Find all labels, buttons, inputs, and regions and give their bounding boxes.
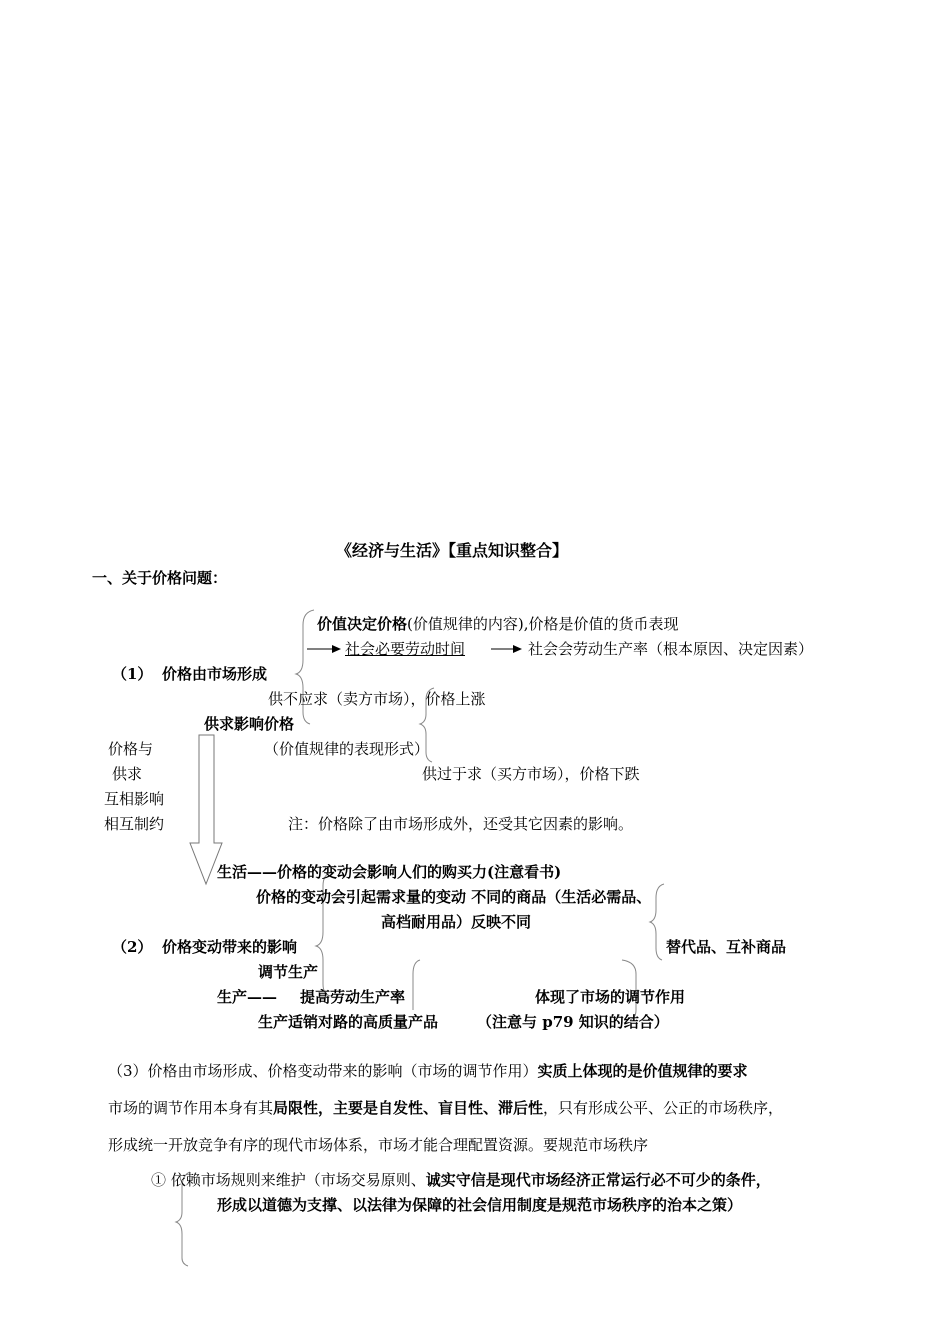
part2-label: （2） xyxy=(112,938,153,956)
quality-products: 生产适销对路的高质量产品 xyxy=(258,1013,439,1031)
productivity: 社会会劳动生产率（根本原因、决定因素） xyxy=(528,640,814,658)
production-label: 生产—— xyxy=(217,988,278,1006)
law-form: （价值规律的表现形式） xyxy=(264,740,430,758)
brace-production xyxy=(413,960,420,1010)
document-title: 《经济与生活》【重点知识整合】 xyxy=(336,541,569,560)
part3-line2 xyxy=(108,1098,783,1118)
side-line2: 供求 xyxy=(112,765,143,783)
part3-line1 xyxy=(108,1061,748,1081)
part3-line3: 形成统一开放竞争有序的现代市场体系，市场才能合理配置资源。要规范市场秩序 xyxy=(108,1136,649,1154)
part1-heading: 价格由市场形成 xyxy=(162,665,268,683)
labor-time: 社会必要劳动时间 xyxy=(345,640,466,658)
part3-line1-normal: （3）价格由市场形成、价格变动带来的影响（市场的调节作用） xyxy=(108,1062,538,1080)
side-line4: 相互制约 xyxy=(104,815,165,833)
side-line1: 价格与 xyxy=(108,740,154,758)
shortage: 供不应求（卖方市场），价格上涨 xyxy=(268,690,486,708)
note: 注：价格除了由市场形成外，还受其它因素的影响。 xyxy=(288,815,634,833)
brace-goods xyxy=(650,884,664,960)
surplus: 供过于求（买方市场），价格下跌 xyxy=(422,765,640,783)
demand-line: 价格的变动会引起需求量的变动 不同的商品（生活必需品、 xyxy=(256,888,652,906)
value-determines-price-rest: (价值规律的内容),价格是价值的货币表现 xyxy=(407,615,679,633)
part1-label: （1） xyxy=(112,665,153,683)
part3-line2-a: 市场的调节作用本身有其 xyxy=(108,1099,274,1117)
value-determines-price-bold: 价值决定价格 xyxy=(317,615,408,633)
life-line: 生活——价格的变动会影响人们的购买力(注意看书) xyxy=(217,863,562,881)
substitutes: 替代品、互补商品 xyxy=(666,938,787,956)
part3-line2-b: 局限性，主要是自发性、盲目性、滞后性 xyxy=(273,1099,544,1117)
market-role: 体现了市场的调节作用 xyxy=(535,988,686,1006)
item1-bold: 诚实守信是现代市场经济正常运行必不可少的条件， xyxy=(425,1171,771,1189)
side-line3: 互相影响 xyxy=(104,790,165,808)
item1-normal: ① 依赖市场规则来维护（市场交易原则、 xyxy=(151,1171,426,1189)
durable-line: 高档耐用品）反映不同 xyxy=(381,913,532,931)
efficiency: 提高劳动生产率 xyxy=(300,988,406,1006)
item1-line1 xyxy=(151,1170,771,1190)
arrow-1-head xyxy=(332,645,341,653)
section-heading: 一、关于价格问题： xyxy=(92,569,228,587)
p79-note: （注意与 p79 知识的结合） xyxy=(477,1013,669,1031)
part2-heading: 价格变动带来的影响 xyxy=(162,938,298,956)
supply-heading: 供求影响价格 xyxy=(204,715,295,733)
item1-line2: 形成以道德为支撑、以法律为保障的社会信用制度是规范市场秩序的治本之策） xyxy=(217,1196,743,1214)
adjust-production: 调节生产 xyxy=(258,963,319,981)
value-determines-price xyxy=(317,614,679,634)
part3-line2-c: ，只有形成公平、公正的市场秩序， xyxy=(543,1099,784,1117)
part3-line1-bold: 实质上体现的是价值规律的要求 xyxy=(537,1062,748,1080)
arrow-2-head xyxy=(513,645,522,653)
